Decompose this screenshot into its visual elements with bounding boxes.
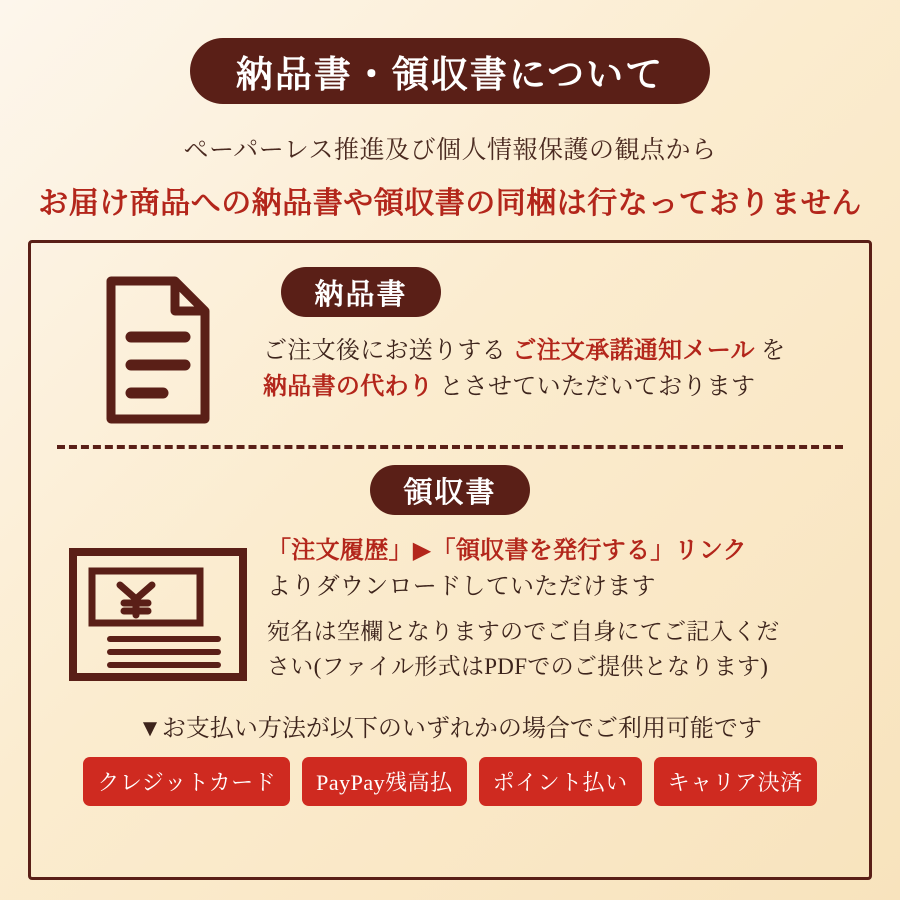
payment-note: ▼お支払い方法が以下のいずれかの場合でご利用可能です bbox=[138, 716, 762, 742]
page-title: 納品書・領収書について bbox=[235, 55, 665, 96]
delivery-note-line2-post: とさせていただいております bbox=[433, 374, 756, 400]
receipt-text bbox=[263, 529, 847, 684]
section-divider bbox=[57, 445, 843, 449]
header-subtitle: ペーパーレス推進及び個人情報保護の観点から bbox=[183, 137, 717, 164]
delivery-note-section bbox=[53, 257, 847, 425]
document-icon-container bbox=[53, 257, 263, 425]
content-frame bbox=[28, 240, 872, 880]
receipt-badge bbox=[370, 465, 530, 515]
payment-method-list bbox=[53, 757, 847, 806]
delivery-note-badge bbox=[281, 267, 441, 317]
delivery-note-line1-highlight: ご注文承諾通知メール bbox=[512, 338, 755, 364]
receipt-yen-icon bbox=[68, 547, 248, 682]
payment-method-chip: ポイント払い bbox=[479, 757, 642, 806]
delivery-note-line-2 bbox=[263, 369, 847, 405]
delivery-note-badge-label: 納品書 bbox=[314, 278, 408, 311]
receipt-line-3: 宛名は空欄となりますのでご自身にてご記入くだ bbox=[267, 619, 780, 644]
payment-method-chip: クレジットカード bbox=[83, 757, 290, 806]
delivery-note-text bbox=[263, 257, 847, 405]
page-title-pill bbox=[190, 38, 710, 104]
receipt-badge-label: 領収書 bbox=[403, 476, 497, 509]
receipt-line-2: よりダウンロードしていただけます bbox=[267, 574, 656, 600]
receipt-line-4: さい(ファイル形式はPDFでのご提供となります) bbox=[267, 653, 769, 679]
delivery-note-line1-post: を bbox=[754, 338, 786, 364]
payment-method-chip: PayPay残高払 bbox=[302, 757, 467, 806]
receipt-icon-container bbox=[53, 529, 263, 682]
delivery-note-line2-highlight: 納品書の代わり bbox=[263, 374, 434, 400]
delivery-note-line-1 bbox=[263, 333, 847, 369]
receipt-section bbox=[53, 529, 847, 684]
header-lead: お届け商品への納品書や領収書の同梱は行なっておりません bbox=[38, 187, 862, 220]
delivery-note-line1-pre: ご注文後にお送りする bbox=[263, 338, 513, 364]
document-icon bbox=[103, 275, 213, 425]
receipt-line-1: 「注文履歴」▶「領収書を発行する」リンク bbox=[267, 538, 747, 564]
payment-method-chip: キャリア決済 bbox=[654, 757, 817, 806]
